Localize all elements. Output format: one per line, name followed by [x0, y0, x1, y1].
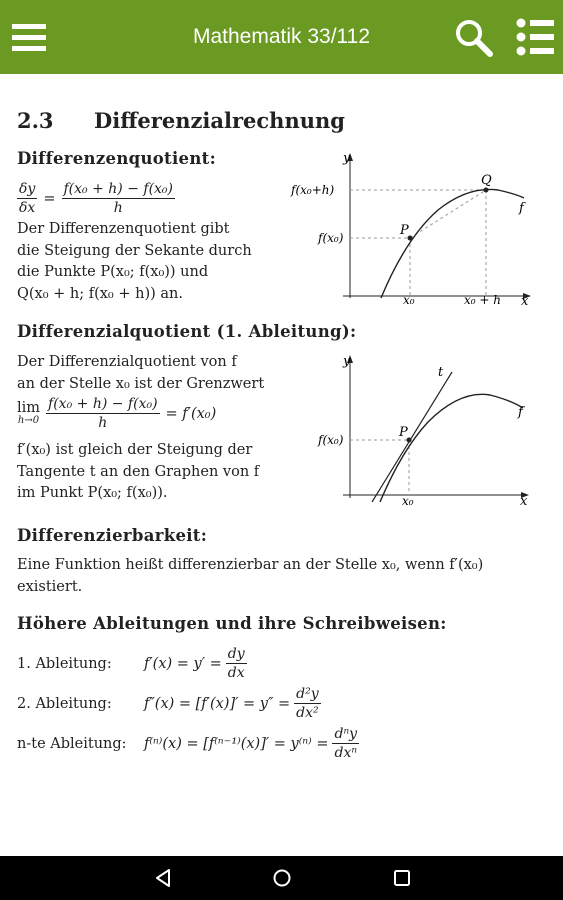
row-ableitung-1: 1. Ableitung: f′(x) = y′ = $\frac{dy}{dx}$: [17, 646, 245, 681]
row-ableitung-2: 2. Ableitung: f″(x) = [f′(x)]′ = y″ = $\frac{\text{d²y}}{\text{dx²}}$: [17, 686, 319, 721]
heading-differenzenquotient: Differenzenquotient:: [17, 149, 216, 168]
app-title: Mathematik 33/112: [192, 25, 371, 48]
back-icon[interactable]: [153, 868, 173, 888]
point-p-label: P: [400, 223, 409, 238]
tangent-graph: [310, 350, 538, 510]
text-differenzenquotient: Der Differenzenquotient gibt die Steigung der Sekante durch die Punkte P(x₀; f(x₀)) und Q(x₀ + h; f(x₀ + h)) an.: [17, 221, 252, 302]
list-menu-icon[interactable]: [516, 18, 554, 56]
tangent-t-label: t: [438, 365, 444, 380]
system-nav-bar: [0, 856, 563, 900]
y-tick-fx0h: f(x₀+h): [291, 183, 335, 197]
secant-graph: [288, 148, 538, 308]
x-tick-x0: x₀: [403, 293, 415, 307]
frac-delta: $\frac{\delta y}{\delta x}$: [19, 181, 36, 216]
section-number: 2.3: [17, 108, 54, 133]
section-title: [17, 108, 345, 133]
y-tick-fx0: f(x₀): [318, 231, 344, 245]
text-differenzialquotient: f′(x₀) ist gleich der Steigung der Tangente t an den Graphen von f im Punkt P(x₀; f(x₀)).: [17, 442, 260, 501]
formula-differenzenquotient: $\frac{\delta y}{\delta x}$ = $\frac{\text{f(x₀ + h) − f(x₀)}}{h}$: [19, 181, 174, 216]
recents-icon[interactable]: [392, 868, 412, 888]
frac-difference: $\frac{\text{f(x₀ + h) − f(x₀)}}{h}$: [63, 181, 174, 216]
curve-f-label: f: [518, 405, 523, 420]
heading-differenzierbarkeit: Differenzierbarkeit:: [17, 526, 208, 545]
x-axis-label: x: [520, 494, 528, 509]
frac-limit: $\frac{\text{f(x₀ + h) − f(x₀)}}{h}$: [48, 396, 158, 431]
row-ableitung-n: n-te Ableitung: f⁽ⁿ⁾(x) = [f⁽ⁿ⁻¹⁾(x)]′ = y⁽ⁿ⁾ = $\frac{\text{dⁿy}}{\text{dxⁿ}}$: [17, 726, 358, 761]
point-p-label: P: [399, 425, 408, 440]
app-bar: [0, 0, 563, 74]
x-tick-x0: x₀: [402, 494, 414, 508]
heading-differenzialquotient: Differenzialquotient (1. Ableitung):: [17, 322, 357, 341]
x-axis-label: x: [521, 294, 529, 308]
home-icon[interactable]: [272, 868, 292, 888]
text-differenzialquotient-intro: Der Differenzialquotient von f an der Stelle x₀ ist der Grenzwert: [17, 354, 265, 392]
y-axis-label: y: [343, 354, 351, 369]
search-icon[interactable]: [454, 18, 494, 58]
curve-f-label: f: [519, 201, 524, 216]
formula-differenzialquotient: lim h→0 $\frac{\text{f(x₀ + h) − f(x₀)}}{h}$ = f′(x₀): [17, 396, 217, 431]
section-name: Differenzialrechnung: [94, 108, 345, 133]
y-tick-fx0: f(x₀): [318, 433, 344, 447]
text-differenzierbarkeit: Eine Funktion heißt differenzierbar an der Stelle x₀, wenn f′(x₀) existiert.: [17, 557, 484, 595]
x-tick-x0h: x₀ + h: [464, 293, 501, 307]
heading-hoehere-ableitungen: Höhere Ableitungen und ihre Schreibweisen:: [17, 614, 447, 633]
y-axis-label: y: [343, 151, 351, 166]
point-q-label: Q: [481, 173, 492, 188]
